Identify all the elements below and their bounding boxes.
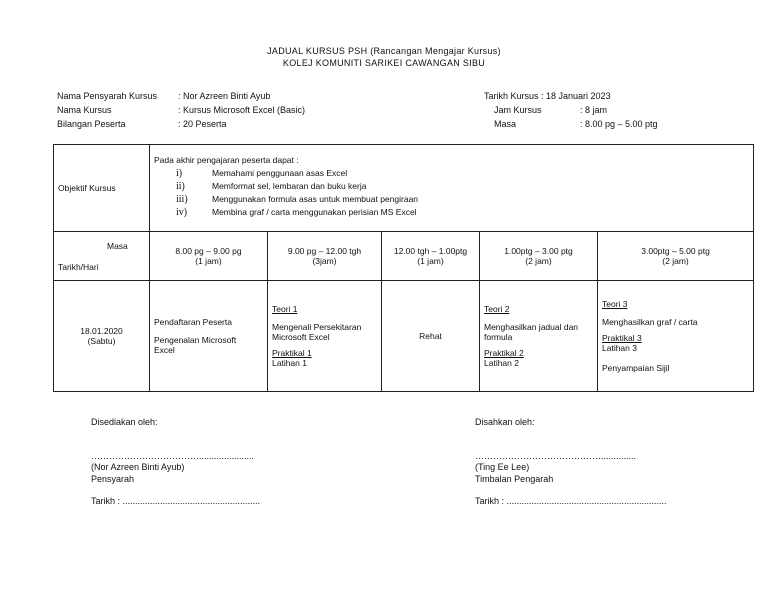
slot-1: 8.00 pg – 9.00 pg (1 jam) [150, 232, 268, 281]
date-cell [54, 281, 150, 392]
session-date: 18.01.2020 [80, 326, 123, 336]
doc-title: JADUAL KURSUS PSH (Rancangan Mengajar Kursus) [267, 46, 501, 56]
info-label-hours: Jam Kursus [494, 105, 542, 115]
approved-date: Tarikh : ................................................................ [475, 496, 667, 506]
session-cell-1: Pendaftaran Peserta Pengenalan Microsoft Excel [150, 281, 268, 392]
slot-3: 12.00 tgh – 1.00ptg (1 jam) [382, 232, 480, 281]
schedule-table [53, 144, 754, 392]
doc-subtitle: KOLEJ KOMUNITI SARIKEI CAWANGAN SIBU [282, 58, 486, 68]
approved-by-label: Disahkan oleh: [475, 417, 535, 427]
info-label-participants: Bilangan Peserta [57, 119, 126, 129]
slot-4: 1.00ptg – 3.00 ptg (2 jam) [480, 232, 598, 281]
masa-tarikh-cell [54, 232, 150, 281]
objective-content-cell [150, 145, 754, 232]
time-row [54, 232, 754, 281]
objective-list [154, 167, 749, 219]
prepared-by-label: Disediakan oleh: [91, 417, 158, 427]
info-label-course: Nama Kursus [57, 105, 112, 115]
session-cell-2: Teori 1 Mengenali Persekitaran Microsoft Excel Praktikal 1 Latihan 1 [268, 281, 382, 392]
objective-intro: Pada akhir pengajaran peserta dapat : [154, 155, 299, 165]
approved-role: Timbalan Pengarah [475, 474, 554, 484]
info-course-date: Tarikh Kursus : 18 Januari 2023 [484, 91, 611, 101]
approved-signature-line: …………………………………….............. [475, 451, 637, 461]
session-row [54, 281, 754, 392]
info-value-hours: : 8 jam [580, 105, 608, 115]
info-value-course: : Kursus Microsoft Excel (Basic) [178, 105, 306, 115]
objective-item: i) Memahami penggunaan asas Excel [176, 168, 348, 179]
masa-label: Masa [107, 241, 128, 251]
objective-label: Objektif Kursus [58, 183, 116, 193]
objective-label-cell [54, 145, 150, 232]
prepared-role: Pensyarah [91, 474, 135, 484]
objective-item: ii) Memformat sel, lembaran dan buku kerja [176, 181, 367, 192]
session-cell-4: Teori 2 Menghasilkan jadual dan formula Praktikal 2 Latihan 2 [480, 281, 598, 392]
info-label-lecturer: Nama Pensyarah Kursus [57, 91, 158, 101]
prepared-signature-line: ………………………………...................... [91, 451, 255, 461]
tarikh-label: Tarikh/Hari [58, 262, 99, 272]
session-cell-3: Rehat [382, 281, 480, 392]
slot-2: 9.00 pg – 12.00 tgh (3jam) [268, 232, 382, 281]
session-day: (Sabtu) [87, 336, 116, 346]
objective-item: iv) Membina graf / carta menggunakan perisian MS Excel [176, 207, 417, 218]
info-value-time: : 8.00 pg – 5.00 ptg [580, 119, 658, 129]
prepared-name: (Nor Azreen Binti Ayub) [91, 462, 185, 472]
session-cell-5: Teori 3 Menghasilkan graf / carta Praktikal 3 Latihan 3 Penyampaian Sijil [598, 281, 754, 392]
objective-item: iii) Menggunakan formula asas untuk membuat pengiraan [176, 194, 419, 205]
info-value-lecturer: : Nor Azreen Binti Ayub [178, 91, 271, 101]
approved-name: (Ting Ee Lee) [475, 462, 530, 472]
objective-row [54, 145, 754, 232]
slot-5: 3.00ptg – 5.00 ptg (2 jam) [598, 232, 754, 281]
info-label-time: Masa [494, 119, 517, 129]
info-value-participants: : 20 Peserta [178, 119, 227, 129]
prepared-date: Tarikh : ....................................................... [91, 496, 261, 506]
